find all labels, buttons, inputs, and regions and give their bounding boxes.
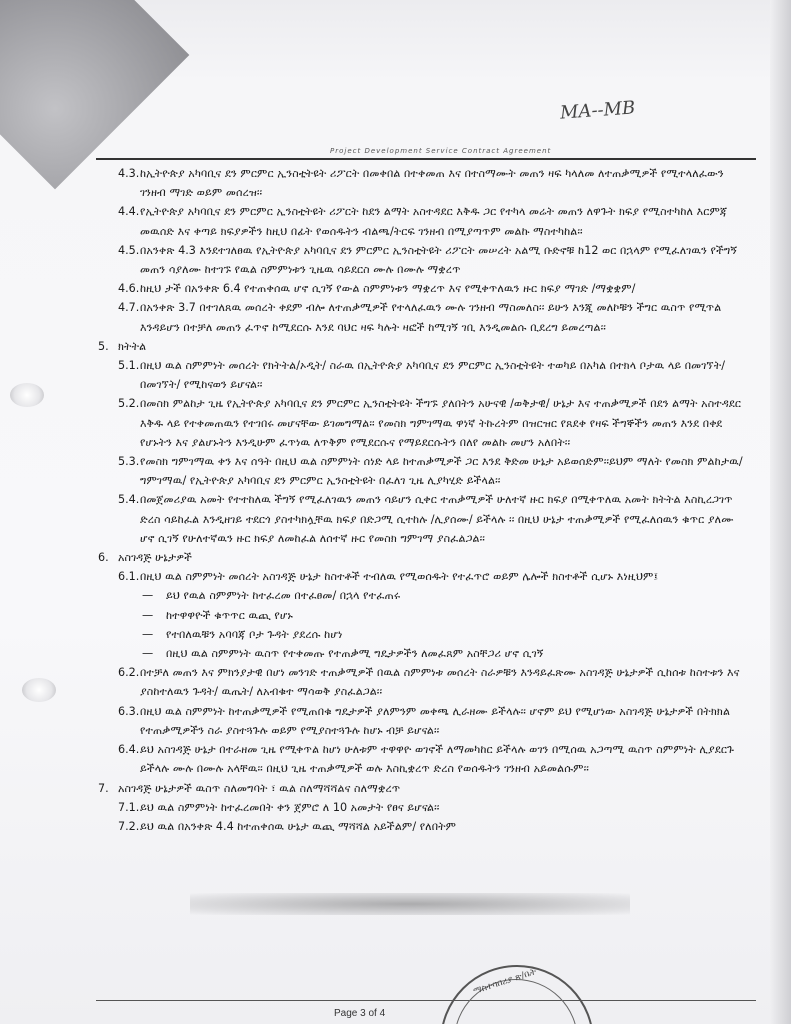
clause-number: 6.4.: [118, 743, 140, 757]
clause-number: 6.3.: [118, 704, 140, 718]
clause-number: 4.3.: [118, 167, 140, 180]
clause-number: 4.6.: [118, 282, 140, 296]
clause-number: 6.2.: [118, 666, 140, 680]
clause-text: በአንቀጽ 3.7 በተገለጸዉ መሰረት ቀደም ብሎ ለተጠቃሚዎች የተላለፈዉን ሙሉ ገንዘብ ማስመለስ፡፡ ይሁን እንጂ መለኮቹን ችግር ዉስጥ የሚጥል እንዳይሆን በተቻለ መጠን ፈጥኖ ከሚደርሱ እንደ ባህር ዛፍ ካሉት ዛፎች ከሚገኝ ገቢ እንዲመልሱ ቢደረግ ይመረጣል፡፡: [140, 301, 722, 334]
clause-bullet: [98, 625, 746, 644]
bullet-text: የተበለዉቹን አባባጃ ቦታ ጉዳት ያደረሱ ከሆነ: [166, 627, 343, 641]
stamp-text: ማስተባበሪያ ጽ/ቤት: [472, 967, 538, 997]
clause-number: 5.1.: [118, 359, 140, 373]
section-heading: [98, 548, 746, 567]
stamp-inner-ring: [454, 979, 578, 1024]
clause: [98, 490, 746, 548]
clause-bullet: [98, 644, 746, 663]
clause-text: የኢትዮጵያ አካባቢና ደን ምርምር ኢንስቲትዩት ሪፖርት ከደን ልማት አስተዳደር እቅዱ ጋር የተካላ መሬት መጠን ለዋጉት ክፍያ የሚስተካከለ እርምጃ መዉሰድ እና ቀጣይ ክፍያዎችን ከዚህ በፊት የወሰዱትን ብልጫ/ትርፍ ገንዘብ በሚያጣጥም መልኩ ማስተካከል፡፡: [140, 205, 728, 238]
clause-number: 7.2.: [118, 819, 140, 833]
section-number: 7.: [98, 781, 109, 795]
handwritten-mark: MA--MB: [559, 97, 636, 124]
clause-text: ይህ ዉል በአንቀጽ 4.4 ከተጠቀሰዉ ሁኔታ ዉጪ ማሻሻል አይችልም/ የለበትም: [140, 819, 457, 833]
official-stamp: [440, 965, 594, 1024]
clause-number: 5.3.: [118, 455, 140, 469]
bullet-text: በዚህ ዉል ስምምነት ዉስጥ የተቀመጡ የተጠቃሚ ግዴታዎችን ለመፈጸም አስቸጋሪ ሆኖ ሲገኝ: [166, 647, 544, 661]
clause-bullet: [98, 586, 746, 605]
clause-number: 4.7.: [118, 301, 140, 315]
clause: [98, 702, 746, 740]
clause: [98, 164, 746, 202]
clause-number: 6.1.: [118, 570, 140, 584]
clause: [98, 279, 746, 298]
clause-text: በዚህ ዉል ስምምነት ከተጠቃሚዎች የሚጠበቁ ግዴታዎች ያለምንም መቀጫ ሊራዘሙ ይችላሉ፡፡ ሆኖም ይህ የሚሆነው አስገዳጅ ሁኔታዎች በትክክል የተጠቃሚዎችን ስራ ያስተጓጉሉ ወይም የሚያስተጓጉሉ ከሆኑ ብቻ ይሆናል፡፡: [140, 704, 731, 737]
punch-hole: [10, 383, 44, 407]
clause: [98, 356, 746, 394]
clause: [98, 567, 746, 586]
clause-bullet: [98, 606, 746, 625]
clause-text: በዚህ ዉል ስምምነት መሰረት አስገዳጅ ሁኔታ ከስተቶች ተብለዉ የሚወሰዱት የተፈጥሮ ወይም ሌሎች ክስተቶች ሲሆኑ እነዚህም፤: [140, 570, 659, 584]
clause-text: ከኢትዮጵያ አካባቢና ደን ምርምር ኢንስቲትዩት ሪፖርት በመቀበል በተቀመጠ እና በተስማሙት መጠን ዛፍ ካላለመ ለተጠቃሚዎች የሚተላለፈውን ገንዘብ ማገድ ወይም መሰረዝ፡፡: [140, 167, 724, 200]
clause-text: በመስክ ምልከታ ጊዜ የኢትዮጵያ አካባቢና ደን ምርምር ኢንስቲትዩት ችግኙ ያለበትን አሁናዊ /ወቅታዊ/ ሁኔታ እና ተጠቃሚዎች በደን ልማት አስተዳደር እቅዱ ላይ የተቀመጠዉን የተገበሩ መሆናቸው ይገመግማል፡፡ የመስክ ግምገማዉ ዋነኛ ትኩረትም በዝርዝር የጸደቀ የዛፍ ችግኞችን መጠን እንደ በቀደ የሆኑትን እና ያልሆኑትን እንዲሁም ፈጥነዉ ለጥቅም የሚደርሱና የማይደርሱትን በለየ መልኩ መሆን አለበት፡፡: [140, 397, 742, 449]
clause-text: በመጀመሪያዉ አመት የተተከለዉ ችግኝ የሚፈለገዉን መጠን ሳይሆን ሲቀር ተጠቃሚዎች ሁለተኛ ዙር ክፍያ በሚቀጥለዉ አመት ክትትል እስኪረጋገጥ ድረስ ሳይከፈል እንዲዘገይ ተደርጎ ያስተካክሏቸዉ ክፍያ በድጋሚ ሲተከሉ /ሊያሰሙ/ ይችላሉ ፡፡ በዚህ ሁኔታ ተጠቃሚዎች የሚፈለሰዉን ቁጥር ያለሙ ሆኖ ሲገኝ የሁለተኛዉን ዙር ክፍያ ለመከፈል ለሰተኛ ዙር የመስክ ግምገማ ያስፈልጋል፡፡: [140, 493, 734, 545]
bullet-text: ይህ የዉል ስምምነት ከተፈረመ በተፈፀመ/ በኋላ የተፈጠሩ: [166, 589, 401, 603]
folded-corner: [0, 0, 189, 189]
section-title: አስገዳጅ ሁኔታዎች: [118, 551, 193, 565]
clause: [98, 202, 746, 240]
clause: [98, 452, 746, 490]
clause-text: በዚህ ዉል ስምምነት መሰረት የክትትል/ኦዲት/ ስራዉ በኢትዮጵያ አካባቢና ደን ምርምር ኢንስቲትዩት ተወካይ በአካል በተክላ ቦታዉ ላይ በመገኘት/በመገኘት/ የሚከናወን ይሆናል፡፡: [140, 359, 726, 392]
section-heading: [98, 779, 746, 798]
clause: [98, 798, 746, 817]
clause-text: ይህ ዉል ስምምነት ከተፈረመበት ቀን ጀምሮ ለ 10 አመታት የፀና ይሆናል፡፡: [140, 800, 440, 814]
clause: [98, 817, 746, 836]
print-smudge: [190, 893, 630, 915]
bullet-dash: —: [142, 627, 154, 641]
footer-rule: [96, 1000, 756, 1001]
section-number: 6.: [98, 551, 109, 565]
section-title: አስገዳጅ ሁኔታዎች ዉስጥ ስለመግባት ፣ ዉል ስለማሻሻልና ስለማቋረጥ: [118, 781, 401, 795]
clause-text: የመስክ ግምገማዉ ቀን እና ሰዓት በዚህ ዉል ስምምነት ሰነድ ላይ ከተጠቃሚዎች ጋር እንደ ቅድመ ሁኔታ አይወሰድም፡፡ይህም ማለት የመስክ ምልከታዉ/ግምገማዉ/ የኢትዮጵያ አካባቢና ደን ምርምር ኢንስቲትዩት በፈለገ ጊዜ ሊያካሂድ ይችላል፡፡: [140, 455, 743, 488]
clause-number: 4.5.: [118, 243, 140, 257]
document-body: [98, 164, 746, 836]
running-header: Project Development Service Contract Agreement: [330, 147, 552, 155]
section-heading: [98, 337, 746, 356]
clause: [98, 298, 746, 336]
header-rule: [96, 158, 756, 160]
clause: [98, 740, 746, 778]
clause-text: በአንቀጽ 4.3 እንደተገለፀዉ የኢትዮጵያ አካባቢና ደን ምርምር ኢንስቲትዩት ሪፖርት መሠረት አልሚ ቡድኖቹ ከ12 ወር በኋላም የሚፈለገዉን የችግኝ መጠን ሳያለሙ ከተገኙ የዉል ስምምነቱን ጊዜዉ ሳይደርስ ሙሉ በሙሉ ማቋረጥ: [140, 243, 738, 277]
bullet-dash: —: [142, 608, 154, 622]
section-number: 5.: [98, 339, 109, 353]
bullet-dash: —: [142, 589, 154, 603]
page-number: Page 3 of 4: [334, 1008, 386, 1019]
clause-text: ይህ አስገዳጅ ሁኔታ በተራዘመ ጊዜ የሚቀጥል ከሆነ ሁለቱም ተዋዋዮ ወገኖች ለማመካከር ይችላሉ ወገን በሚሰዉ አጋጣሚ ዉስጥ ስምምነት ሊያደርጉ ይችላሉ ሙሉ በሙሉ አላቸዉ፡፡ በዚህ ጊዜ ተጠቃሚዎች ወሉ እስኪቋረጥ ድረስ የወሰዱትን ገንዘብ አይመልሱም፡፡: [140, 743, 735, 776]
punch-hole: [22, 678, 56, 702]
bullet-text: ከተዋዋዮች ቁጥጥር ዉጪ የሆኑ: [166, 608, 293, 622]
clause: [98, 394, 746, 452]
clause-text: በተቻለ መጠን እና ምክንያታዊ በሆነ መንገድ ተጠቃሚዎች በዉል ስምምነቱ መሰረት ስራዎቹን እንዳይፈጽሙ አስገዳጅ ሁኔታዎች ሲከሰቱ ከስተቱን እና ያስከተለዉን ጉዳት/ ዉጤት/ ለአብቁተ ማሳወቅ ያስፈልጋል፡፡: [140, 666, 740, 699]
clause-number: 5.4.: [118, 493, 140, 507]
section-title: ክትትል: [118, 339, 147, 353]
clause-number: 4.4.: [118, 205, 140, 219]
clause-number: 7.1.: [118, 800, 140, 814]
clause: [98, 241, 746, 279]
clause-number: 5.2.: [118, 397, 140, 411]
clause-text: ከዚህ ታች በአንቀጽ 6.4 የተጠቀሰዉ ሆኖ ሲገኝ የውል ስምምነቱን ማቋረጥ እና የሚቀጥለዉን ዙር ክፍያ ማገድ /ማቋቋም/: [140, 282, 636, 296]
bullet-dash: —: [142, 647, 154, 661]
clause: [98, 663, 746, 701]
